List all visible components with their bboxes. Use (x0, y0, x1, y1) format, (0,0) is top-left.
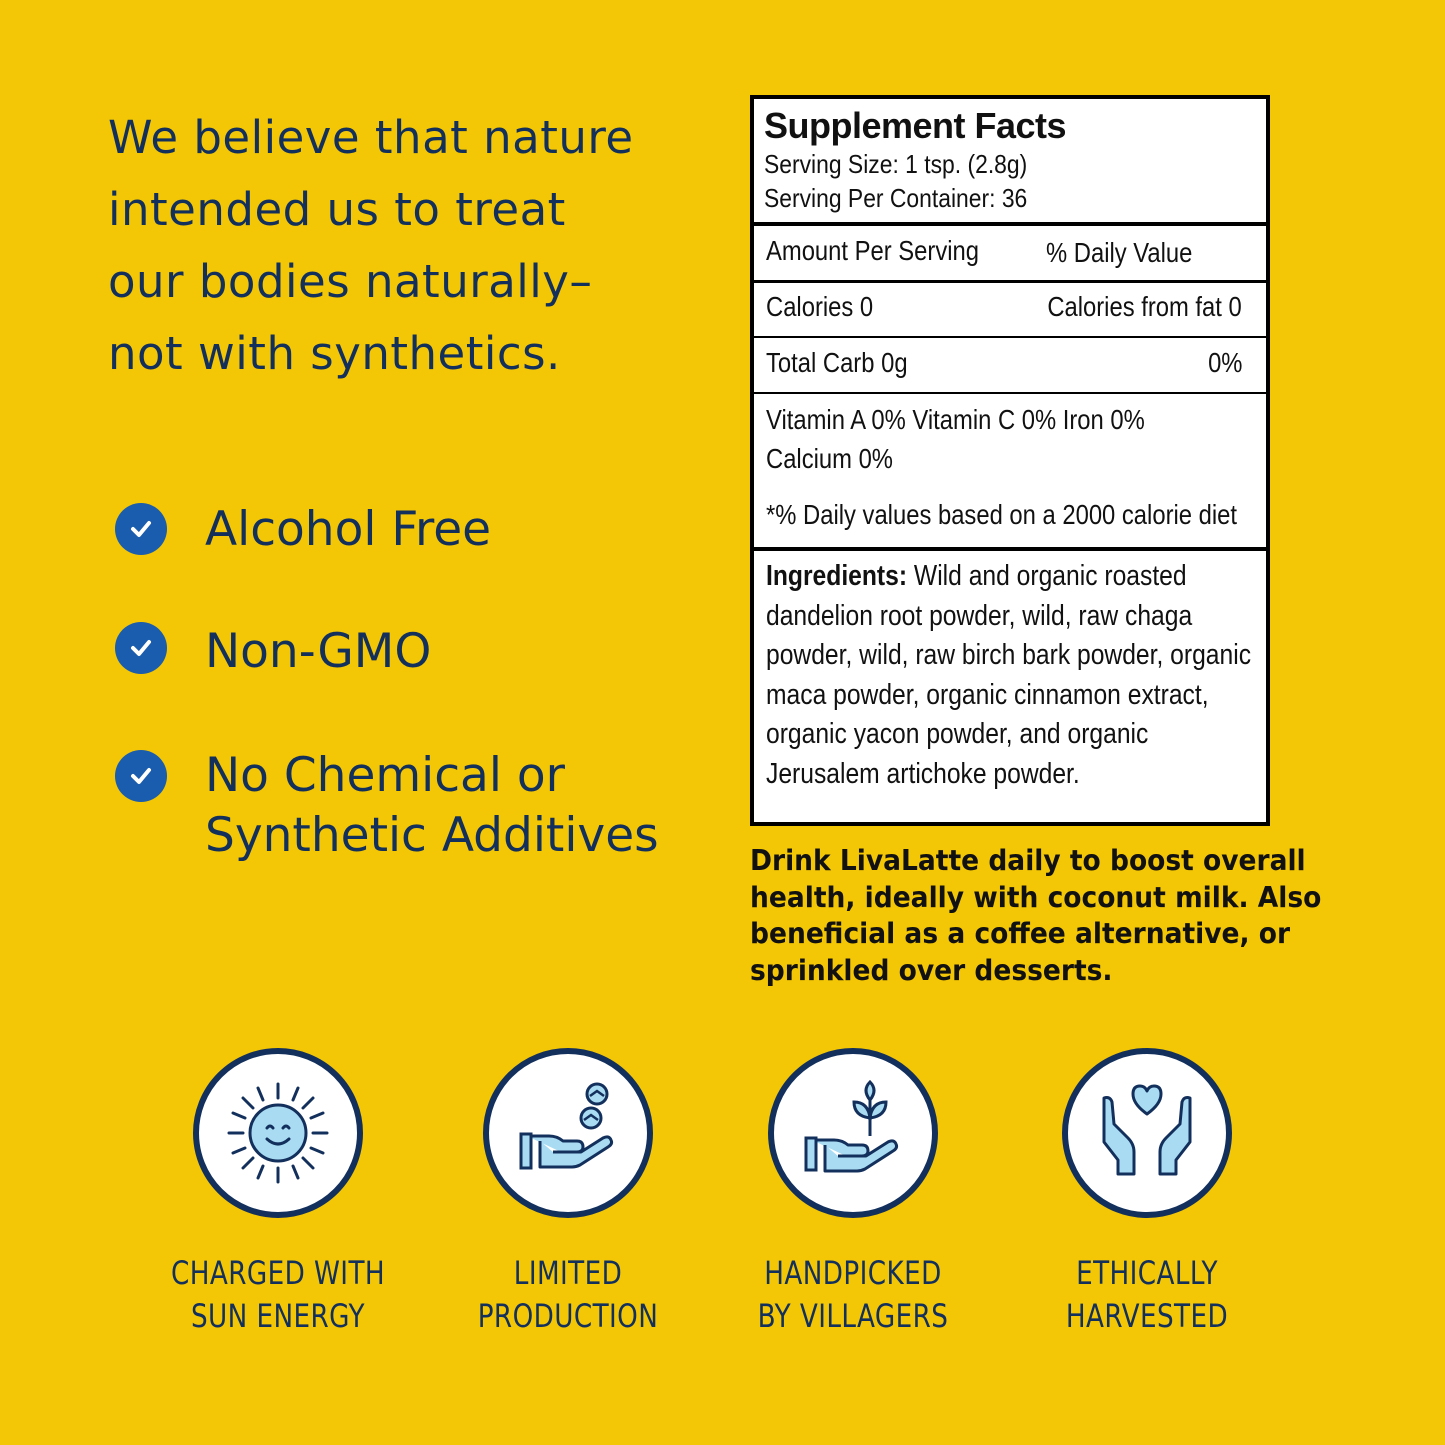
badge-label (128, 1252, 428, 1338)
badge-label (997, 1252, 1297, 1338)
daily-values-footnote: *% Daily values based on a 2000 calorie diet (766, 499, 1238, 530)
badge-label-line: BY VILLAGERS (757, 1297, 949, 1335)
servings-per-container: Serving Per Container: 36 (764, 183, 1028, 213)
ingredients (766, 557, 1252, 794)
ingredients-text: Jerusalem artichoke powder. (766, 757, 1080, 790)
feature-label: Non-GMO (205, 624, 432, 679)
daily-value-header: % Daily Value (1046, 237, 1193, 268)
badge-label-line: PRODUCTION (477, 1297, 659, 1335)
badge-circle (768, 1048, 938, 1218)
ingredients-text: dandelion root powder, wild, raw chaga (766, 599, 1193, 632)
badge-handpicked (768, 1048, 938, 1218)
ingredients-text: organic yacon powder, and organic (766, 718, 1149, 750)
calories-from-fat: Calories from fat 0 (1047, 291, 1242, 322)
badge-circle (1062, 1048, 1232, 1218)
badge-label-line: HANDPICKED (764, 1254, 942, 1292)
divider (754, 222, 1266, 226)
headline-line: We believe that nature (108, 111, 634, 164)
usage-note-line: health, ideally with coconut milk. Also (750, 880, 1322, 914)
badge-label (703, 1252, 1003, 1338)
badge-label-line: CHARGED WITH (170, 1254, 386, 1292)
hand-seeds-icon (513, 1078, 623, 1188)
serving-size: Serving Size: 1 tsp. (2.8g) (764, 149, 1028, 179)
headline-line: not with synthetics. (108, 327, 561, 380)
total-carb-dv: 0% (1207, 347, 1242, 378)
sun-icon (223, 1078, 333, 1188)
ingredients-label: Ingredients: (766, 560, 908, 592)
badge-label-line: SUN ENERGY (190, 1297, 365, 1335)
badge-limited-production (483, 1048, 653, 1218)
feature-label: Synthetic Additives (205, 808, 659, 863)
headline (108, 102, 708, 390)
ingredients-text: Wild and organic roasted (907, 560, 1187, 592)
facts-title: Supplement Facts (764, 105, 1067, 146)
divider (754, 392, 1266, 394)
total-carb: Total Carb 0g (766, 347, 908, 378)
calories: Calories 0 (766, 291, 874, 322)
feature-label: Alcohol Free (205, 502, 492, 557)
divider (754, 336, 1266, 338)
headline-line: our bodies naturally– (108, 255, 593, 308)
hands-heart-icon (1092, 1078, 1202, 1188)
usage-note-line: sprinkled over desserts. (750, 953, 1113, 987)
divider (754, 280, 1266, 283)
badge-sun-energy (193, 1048, 363, 1218)
hand-plant-icon (798, 1078, 908, 1188)
check-icon (115, 622, 167, 674)
usage-note (750, 843, 1350, 989)
ingredients-text: maca powder, organic cinnamon extract, (766, 678, 1209, 711)
badge-ethically-harvested (1062, 1048, 1232, 1218)
badge-label-line: ETHICALLY (1076, 1254, 1218, 1292)
amount-per-serving: Amount Per Serving (766, 235, 979, 266)
vitamins-line: Vitamin A 0% Vitamin C 0% Iron 0% (766, 404, 1145, 435)
usage-note-line: beneficial as a coffee alternative, or (750, 917, 1291, 950)
divider (754, 547, 1266, 551)
supplement-facts-panel (750, 95, 1270, 826)
vitamins-line: Calcium 0% (766, 443, 893, 474)
feature-label: No Chemical or (205, 748, 565, 803)
headline-line: intended us to treat (108, 183, 566, 236)
ingredients-text: powder, wild, raw birch bark powder, organic (766, 639, 1252, 671)
badge-circle (193, 1048, 363, 1218)
check-icon (115, 750, 167, 802)
badge-label-line: HARVESTED (1065, 1297, 1229, 1335)
badge-circle (483, 1048, 653, 1218)
usage-note-line: Drink LivaLatte daily to boost overall (750, 844, 1306, 877)
badge-label-line: LIMITED (513, 1254, 623, 1292)
check-icon (115, 503, 167, 555)
badge-label (418, 1252, 718, 1338)
